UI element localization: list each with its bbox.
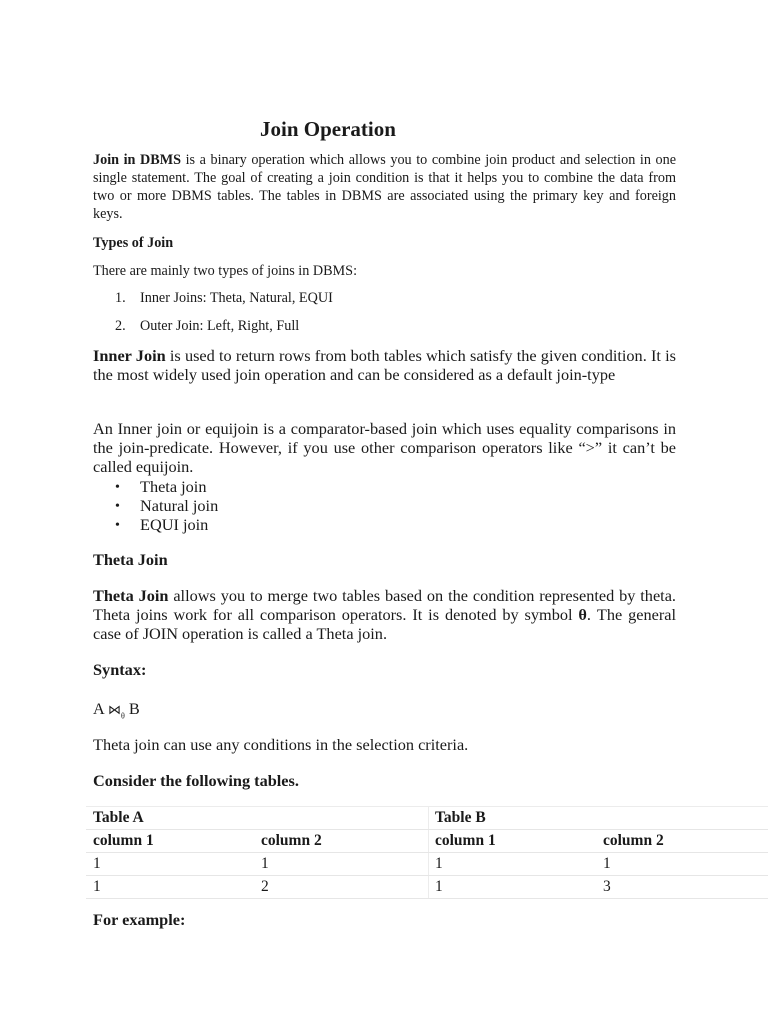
table-cell: 1	[261, 855, 269, 872]
intro-lead: Join in DBMS	[93, 152, 181, 168]
list-item: Natural join	[140, 496, 219, 515]
types-heading: Types of Join	[93, 235, 174, 251]
page-title: Join Operation	[260, 117, 396, 141]
column-header: column 1	[93, 832, 154, 849]
theta-conditions-text: Theta join can use any conditions in the selection criteria.	[93, 735, 469, 754]
table-cell: 1	[93, 878, 101, 895]
table-cell: 1	[435, 855, 443, 872]
bullet-icon: •	[115, 480, 120, 495]
bullet-icon: •	[115, 518, 120, 533]
list-item: Outer Join: Left, Right, Full	[140, 318, 300, 334]
table-cell: 3	[603, 878, 611, 895]
syntax-right: B	[124, 699, 140, 718]
table-header-row	[86, 830, 768, 853]
theta-text-2: . The general case of JOIN operation is called a Theta join.	[93, 605, 676, 644]
table-row	[86, 853, 768, 876]
theta-subscript: θ	[120, 711, 125, 721]
inner-join-text: is used to return rows from both tables which satisfy the given condition. It is the most widely used join operation and can be considered as a default join-type	[93, 346, 676, 385]
table-a-title: Table A	[93, 809, 144, 826]
syntax-expression	[93, 699, 140, 725]
theta-text: allows you to merge two tables based on the condition represented by theta. Theta joins work for all comparison operators. It is denoted by symbol	[93, 586, 676, 625]
theta-symbol: θ	[578, 605, 587, 625]
table-cell: 1	[435, 878, 443, 895]
equijoin-paragraph: An Inner join or equijoin is a comparator-based join which uses equality comparisons in the join-predicate. However, if you use other comparison operators like “>” it can’t be called equijoin.	[93, 419, 676, 477]
syntax-heading: Syntax:	[93, 660, 147, 679]
theta-paragraph	[93, 586, 676, 644]
list-item: Inner Joins: Theta, Natural, EQUI	[140, 290, 333, 306]
list-number: 2.	[115, 318, 126, 334]
tables	[86, 806, 768, 899]
consider-heading: Consider the following tables.	[93, 771, 299, 790]
join-symbol: ⋈	[107, 703, 121, 718]
table-cell: 1	[603, 855, 611, 872]
intro-paragraph	[93, 151, 676, 223]
list-item: EQUI join	[140, 515, 209, 534]
column-header: column 1	[435, 832, 496, 849]
table-row	[86, 876, 768, 899]
theta-heading: Theta Join	[93, 550, 168, 569]
table-cell: 2	[261, 878, 269, 895]
inner-join-lead: Inner Join	[93, 346, 166, 365]
example-heading: For example:	[93, 910, 186, 929]
list-number: 1.	[115, 290, 126, 306]
theta-lead: Theta Join	[93, 586, 169, 605]
bullet-icon: •	[115, 499, 120, 514]
syntax-left: A	[93, 699, 108, 718]
table-title-row	[86, 806, 768, 830]
intro-text: is a binary operation which allows you to combine join product and selection in one single statement. The goal of creating a join condition is that it helps you to combine the data from two or more DBMS tables. The tables in DBMS are associated using the primary key and foreign keys.	[93, 152, 676, 222]
table-cell: 1	[93, 855, 101, 872]
column-header: column 2	[603, 832, 664, 849]
table-b-title: Table B	[435, 809, 486, 826]
list-item: Theta join	[140, 477, 207, 496]
column-header: column 2	[261, 832, 322, 849]
types-intro: There are mainly two types of joins in DBMS:	[93, 263, 358, 279]
inner-join-paragraph	[93, 346, 676, 384]
